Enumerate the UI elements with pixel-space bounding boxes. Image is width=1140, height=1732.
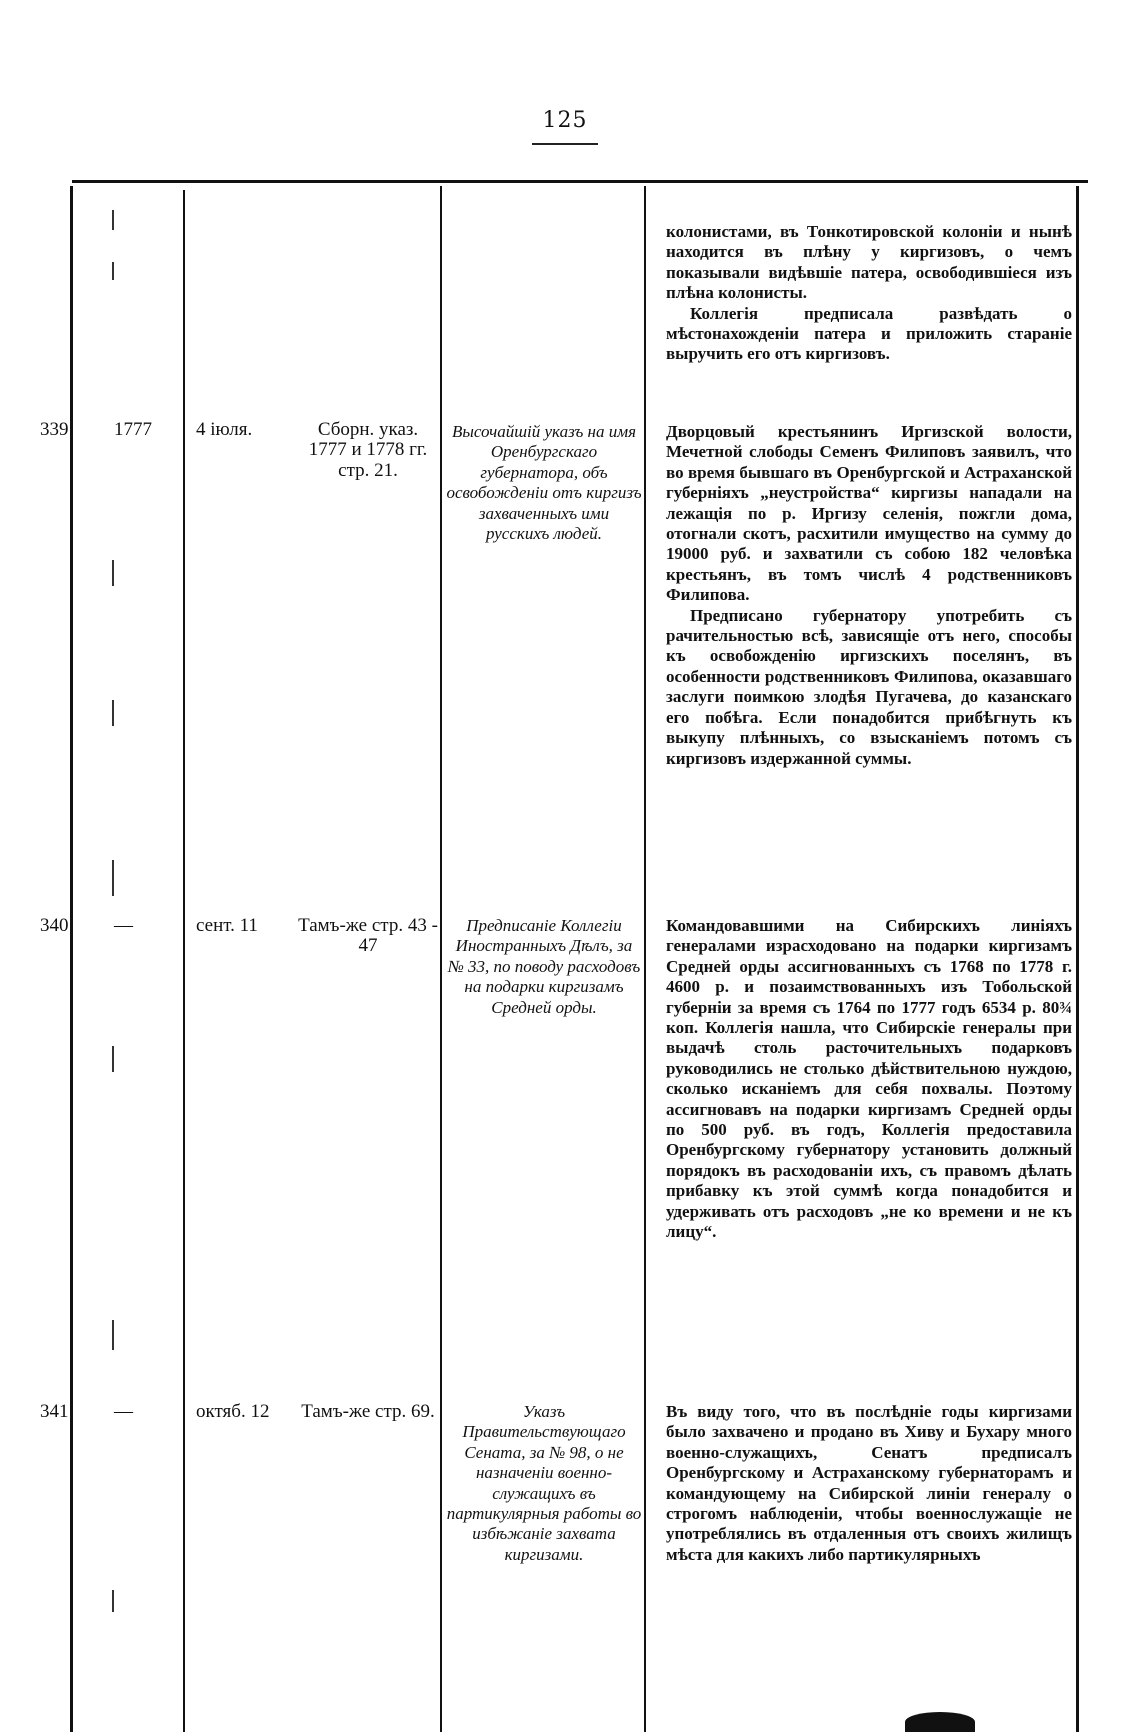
entry-source: Сборн. указ. 1777 и 1778 гг. стр. 21. [308, 419, 428, 481]
entry-body [666, 1402, 1072, 1565]
entry-source: Тамъ-же стр. 69. [301, 1401, 435, 1422]
page-number: 125 [542, 108, 588, 133]
entry-year: 1777 [114, 419, 152, 440]
dashed-guide [112, 1046, 114, 1072]
continuation-body [666, 222, 1072, 365]
dashed-guide [112, 700, 114, 726]
column-rule-date [183, 190, 185, 1732]
entry-date: октяб. 12 [196, 1401, 270, 1422]
dashed-guide [112, 560, 114, 586]
page-number-underline [532, 143, 598, 145]
entry-date: сент. 11 [196, 915, 258, 936]
ink-smudge [905, 1712, 975, 1732]
column-rule-title [440, 186, 442, 1732]
entry-paragraph: Въ виду того, что въ послѣдніе годы киргизами было захвачено и продано въ Хиву и Бухару много военно-служащихъ, Сенатъ предписалъ Оренбургскому и Астраханскому губернаторамъ и командующему на Сибирской линіи генералу о строгомъ наблюденіи, чтобы военнослужащіе не употреблялись въ отдаленныя отъ своихъ жилищъ мѣста для какихъ либо партикулярныхъ [666, 1402, 1072, 1564]
entry-title: Высочайшій указъ на имя Оренбургскаго губернатора, объ освобожденіи отъ киргизъ захваченныхъ ими русскихъ людей. [446, 422, 642, 544]
column-rule-left [70, 186, 73, 1732]
dashed-guide [112, 1320, 114, 1350]
entry-year: — [114, 915, 133, 936]
entry-date: 4 іюля. [196, 419, 253, 440]
table-top-rule [72, 180, 1088, 183]
entry-paragraph: Предписано губернатору употребить съ рачительностью всѣ, зависящіе отъ него, способы къ освобожденію иргизскихъ поселянъ, въ особенности родственниковъ Филипова, оказавшаго заслуги поимкою злодѣя Пугачева, до казанскаго его побѣга. Если понадобится прибѣгнуть къ выкупу плѣнныхъ, со взысканіемъ потомъ съ киргизовъ издержанной суммы. [666, 605, 1072, 768]
continuation-paragraph: Коллегія предписала развѣдать о мѣстонахожденіи патера и приложить стараніе выручить его отъ киргизовъ. [666, 303, 1072, 364]
entry-title: Предписаніе Коллегіи Иностранныхъ Дѣлъ, за № 33, по поводу расходовъ на подарки киргизамъ Средней орды. [447, 916, 641, 1017]
entry-paragraph: Командовавшими на Сибирскихъ линіяхъ генералами израсходовано на подарки киргизамъ Средней орды ассигнованныхъ съ 1768 по 1778 г. 4600 р. и позаимствованныхъ изъ Тобольской губерніи за время съ 1764 по 1777 годъ 6534 р. 80¾ коп. Коллегія нашла, что Сибирскіе генералы при выдачѣ столь расточительныхъ подарковъ руководились не столько дѣйствительною нуждою, сколько исканіемъ для себя похвалы. Поэтому ассигновавъ на подарки киргизамъ Средней орды по 500 руб. въ годъ, Коллегія предоставила Оренбургскому губернатору установить должный порядокъ въ расходованіи ихъ, съ правомъ дѣлать прибавку къ этой суммѣ когда понадобится и удерживать отъ расходовъ „не ко времени и не къ лицу“. [666, 916, 1072, 1242]
entry-year: — [114, 1401, 133, 1422]
dashed-guide [112, 210, 114, 230]
dashed-guide [112, 262, 114, 280]
column-rule-body [644, 186, 646, 1732]
entry-body [666, 916, 1072, 1243]
column-rule-right [1076, 186, 1079, 1732]
entry-number: 339 [40, 419, 69, 440]
entry-paragraph: Дворцовый крестьянинъ Иргизской волости, Мечетной слободы Семенъ Филиповъ заявилъ, что во время бывшаго въ Оренбургской и Астраханской губерніяхъ „неустройства“ киргизы нападали на лежащія по р. Иргизу селенія, пожгли дома, отогнали скотъ, расхитили имущество на сумму до 19000 руб. и захватили съ собою 182 человѣка крестьянъ, въ томъ числѣ 4 родственниковъ Филипова. [666, 422, 1072, 605]
continuation-paragraph: колонистами, въ Тонкотировской колоніи и нынѣ находится въ плѣну у киргизовъ, о чемъ показывали видѣвшіе патера, освободившіеся изъ плѣна колонисты. [666, 222, 1072, 303]
entry-number: 341 [40, 1401, 69, 1422]
dashed-guide [112, 860, 114, 896]
entry-body [666, 422, 1072, 769]
entry-title: Указъ Правительствующаго Сената, за № 98, о не назначеніи военно-служащихъ въ партикулярныя работы во избѣжаніе захвата киргизами. [446, 1402, 642, 1564]
entry-number: 340 [40, 915, 69, 936]
entry-source: Тамъ-же стр. 43 - 47 [298, 915, 438, 957]
dashed-guide [112, 1590, 114, 1612]
